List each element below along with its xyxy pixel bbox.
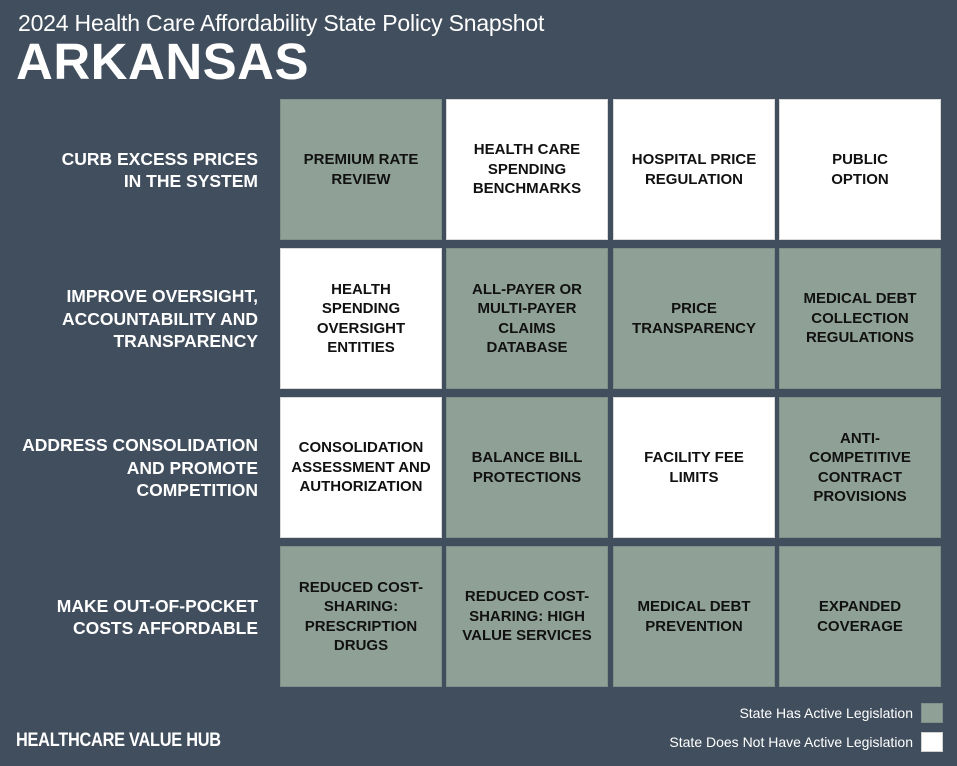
policy-cell-debt-prevention: MEDICAL DEBT PREVENTION bbox=[613, 546, 775, 687]
legend-inactive bbox=[669, 732, 943, 752]
legend-inactive-label: State Does Not Have Active Legislation bbox=[669, 734, 913, 750]
policy-cell-cost-sharing-drugs: REDUCED COST-SHARING: PRESCRIPTION DRUGS bbox=[280, 546, 442, 687]
page-subtitle: 2024 Health Care Affordability State Policy Snapshot bbox=[18, 10, 545, 36]
policy-cell-expanded-coverage: EXPANDED COVERAGE bbox=[779, 546, 941, 687]
legend-active-swatch bbox=[921, 703, 943, 723]
row-label-curb-prices: CURB EXCESS PRICES IN THE SYSTEM bbox=[61, 148, 258, 191]
policy-cell-public-option: PUBLIC OPTION bbox=[779, 99, 941, 240]
policy-cell-hospital-price-regulation: HOSPITAL PRICE REGULATION bbox=[613, 99, 775, 240]
policy-cell-price-transparency: PRICE TRANSPARENCY bbox=[613, 248, 775, 389]
legend-active-label: State Has Active Legislation bbox=[739, 705, 913, 721]
policy-cell-balance-bill: BALANCE BILL PROTECTIONS bbox=[446, 397, 608, 538]
policy-cell-claims-database: ALL-PAYER OR MULTI-PAYER CLAIMS DATABASE bbox=[446, 248, 608, 389]
legend-inactive-swatch bbox=[921, 732, 943, 752]
row-label-out-of-pocket: MAKE OUT-OF-POCKET COSTS AFFORDABLE bbox=[56, 595, 258, 638]
policy-cell-spending-benchmarks: HEALTH CARE SPENDING BENCHMARKS bbox=[446, 99, 608, 240]
legend-active bbox=[739, 703, 943, 723]
state-title: ARKANSAS bbox=[16, 33, 310, 90]
row-label-oversight: IMPROVE OVERSIGHT, ACCOUNTABILITY AND TRANSPARENCY bbox=[61, 286, 258, 352]
policy-cell-facility-fee-limits: FACILITY FEE LIMITS bbox=[613, 397, 775, 538]
policy-cell-debt-collection: MEDICAL DEBT COLLECTION REGULATIONS bbox=[779, 248, 941, 389]
policy-cell-cost-sharing-services: REDUCED COST-SHARING: HIGH VALUE SERVICES bbox=[446, 546, 608, 687]
policy-cell-anti-competitive: ANTI-COMPETITIVE CONTRACT PROVISIONS bbox=[779, 397, 941, 538]
brand-logo-text: HEALTHCARE VALUE HUB bbox=[16, 730, 221, 751]
policy-cell-oversight-entities: HEALTH SPENDING OVERSIGHT ENTITIES bbox=[280, 248, 442, 389]
row-label-consolidation: ADDRESS CONSOLIDATION AND PROMOTE COMPETITION bbox=[22, 435, 258, 501]
policy-cell-consolidation-assessment: CONSOLIDATION ASSESSMENT AND AUTHORIZATION bbox=[280, 397, 442, 538]
policy-cell-premium-rate-review: PREMIUM RATE REVIEW bbox=[280, 99, 442, 240]
